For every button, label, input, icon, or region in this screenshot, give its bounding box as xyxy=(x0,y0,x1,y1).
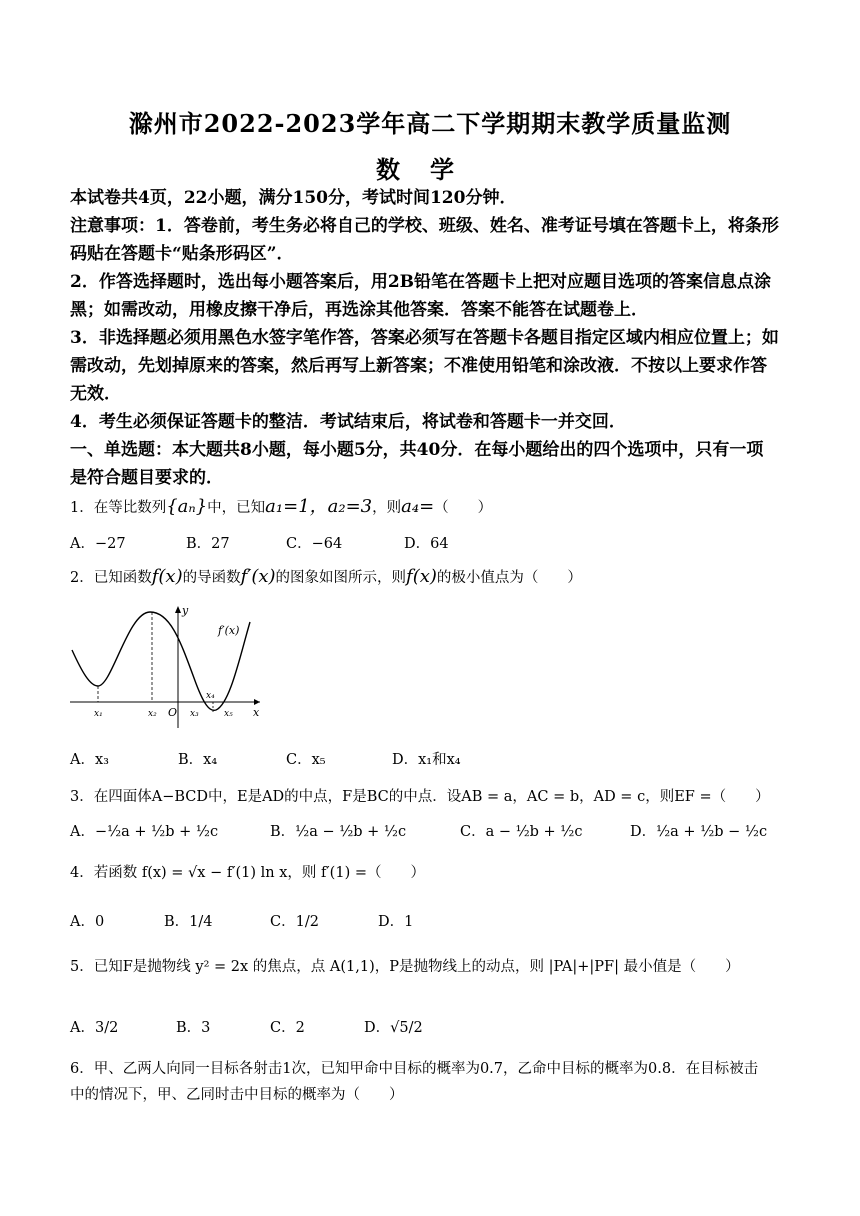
q1-option-d: D．64 xyxy=(404,536,449,552)
origin-label: O xyxy=(168,706,178,719)
question-4: 4．若函数 f(x) = √x − f′(1) ln x，则 f′(1) =（ ） xyxy=(70,865,425,881)
note1-line-a: 注意事项：1．答卷前，考生务必将自己的学校、班级、姓名、准考证号填在答题卡上，将条形 xyxy=(70,216,779,236)
q2-prefix: 2．已知函数 xyxy=(70,570,152,586)
y-axis-arrow xyxy=(175,606,181,613)
q5-option-a: A．3/2 xyxy=(70,1020,119,1036)
tick-x5: x₅ xyxy=(224,709,233,719)
tick-x1: x₁ xyxy=(94,709,103,719)
q1-prefix: 1．在等比数列 xyxy=(70,500,167,516)
curve-label: f′(x) xyxy=(218,624,240,637)
question-5: 5．已知F是抛物线 y² = 2x 的焦点，点 A(1,1)，P是抛物线上的动点，则 |PA|+|PF| 最小值是（ ） xyxy=(70,959,740,975)
q1-option-a: A．−27 xyxy=(70,536,126,552)
note2-line-a: 2．作答选择题时，选出每小题答案后，用2B铅笔在答题卡上把对应题目选项的答案信息点涂 xyxy=(70,272,772,292)
q2-f: f(x) xyxy=(151,566,183,587)
q3-option-d: D．½a + ½b − ½c xyxy=(630,824,768,840)
x-axis-arrow xyxy=(254,699,260,705)
q2-option-b: B．x₄ xyxy=(178,752,218,768)
q1-condition: a₁=1，a₂=3 xyxy=(265,496,373,517)
note3-line-b: 需改动，先划掉原来的答案，然后再写上新答案；不准使用铅笔和涂改液．不按以上要求作答 xyxy=(70,356,767,376)
q2-mid2: 的图象如图所示，则 xyxy=(275,570,407,586)
tick-x2: x₂ xyxy=(148,709,157,719)
q2-derivative-graph xyxy=(70,600,270,730)
q3-option-c: C．a − ½b + ½c xyxy=(460,824,583,840)
q3-option-a: A．−½a + ½b + ½c xyxy=(70,824,219,840)
section-heading-b: 是符合题目要求的． xyxy=(70,468,223,488)
q2-mid: 的导函数 xyxy=(182,570,241,586)
y-label: y xyxy=(182,604,189,617)
q1-tail: ，则 xyxy=(372,500,402,516)
q2-option-d: D．x₁和x₄ xyxy=(392,752,461,768)
q5-option-b: B．3 xyxy=(176,1020,211,1036)
q1-ask: a₄= xyxy=(401,496,435,517)
q5-option-d: D．√5/2 xyxy=(364,1020,423,1036)
section-heading-a: 一、单选题：本大题共8小题，每小题5分，共40分．在每小题给出的四个选项中，只有一项 xyxy=(70,440,764,460)
tick-x4: x₄ xyxy=(206,691,215,701)
question-6-line-1: 6．甲、乙两人向同一目标各射击1次，已知甲命中目标的概率为0.7，乙命中目标的概率为0.8．在目标被击 xyxy=(70,1061,759,1077)
q2-option-c: C．x₅ xyxy=(286,752,326,768)
q5-option-c: C．2 xyxy=(270,1020,305,1036)
q4-option-d: D．1 xyxy=(378,914,414,930)
note4-line: 4．考生必须保证答题卡的整洁．考试结束后，将试卷和答题卡一并交回． xyxy=(70,412,626,432)
q4-option-b: B．1/4 xyxy=(164,914,213,930)
q2-f2: f(x) xyxy=(406,566,437,587)
q1-mid: 中，已知 xyxy=(207,500,266,516)
x-label: x xyxy=(253,706,260,719)
note2-line-b: 黑；如需改动，用橡皮擦干净后，再选涂其他答案．答案不能答在试题卷上． xyxy=(70,300,648,320)
note1-line-b: 码贴在答题卡“贴条形码区”． xyxy=(70,244,294,264)
q3-option-b: B．½a − ½b + ½c xyxy=(270,824,407,840)
q2-tail: 的极小值点为（ ） xyxy=(436,570,582,586)
q2-option-a: A．x₃ xyxy=(70,752,109,768)
exam-subject: 数学 xyxy=(376,155,484,184)
note3-line-c: 无效． xyxy=(70,384,121,404)
intro-line: 本试卷共4页，22小题，满分150分，考试时间120分钟． xyxy=(70,188,517,208)
question-6-line-2: 中的情况下，甲、乙同时击中目标的概率为（ ） xyxy=(70,1087,404,1103)
question-2 xyxy=(70,566,582,589)
q4-option-a: A．0 xyxy=(70,914,105,930)
q4-option-c: C．1/2 xyxy=(270,914,319,930)
exam-title: 滁州市2022-2023学年高二下学期期末教学质量监测 xyxy=(128,109,732,138)
q1-paren: （ ） xyxy=(434,500,493,516)
question-1 xyxy=(70,496,492,519)
question-3: 3．在四面体A−BCD中，E是AD的中点，F是BC的中点．设AB = a，AC = b，AD = c，则EF =（ ） xyxy=(70,789,770,805)
tick-x3: x₃ xyxy=(190,709,199,719)
q1-option-c: C．−64 xyxy=(286,536,343,552)
q1-option-b: B．27 xyxy=(186,536,230,552)
note3-line-a: 3．非选择题必须用黑色水签字笔作答，答案必须写在答题卡各题目指定区域内相应位置上；如 xyxy=(70,328,779,348)
q1-sequence: {aₙ} xyxy=(166,496,208,517)
q2-fprime: f′(x) xyxy=(240,566,276,587)
